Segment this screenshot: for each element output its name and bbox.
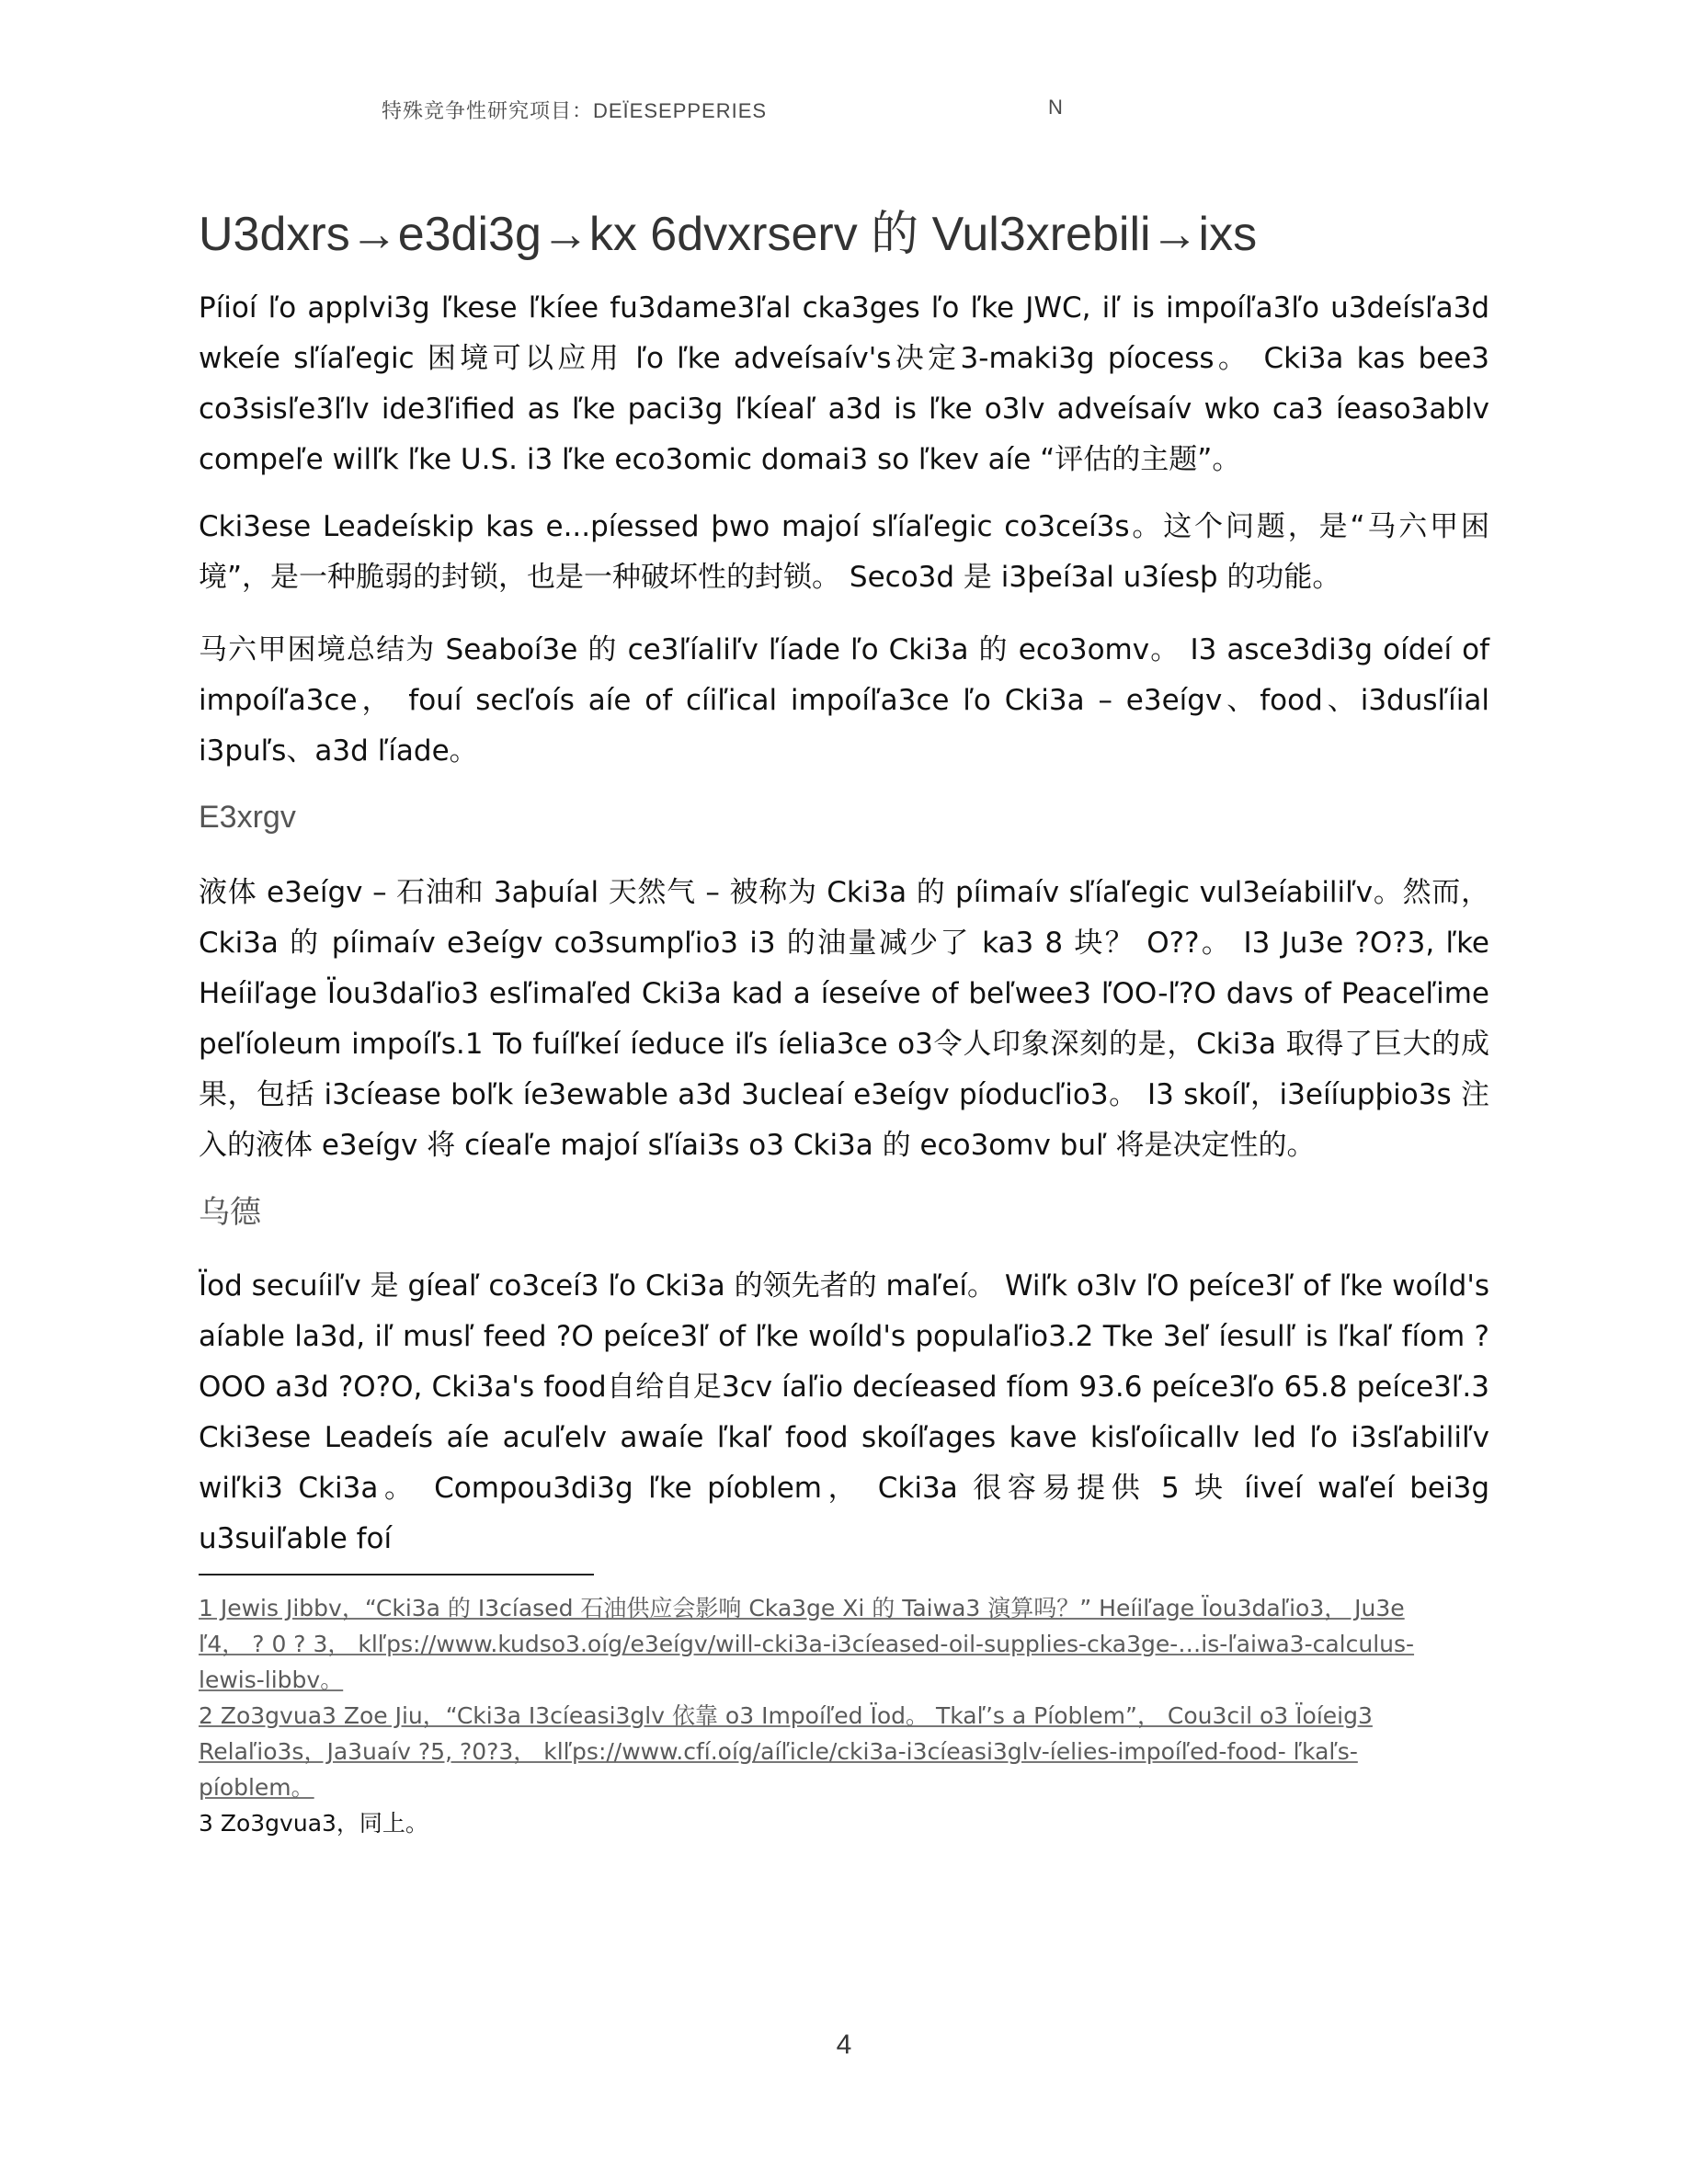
- running-header-title: 特殊竞争性研究项目：DEЇESEPPERIES: [382, 99, 768, 122]
- section-heading-food: 乌德: [199, 1195, 261, 1230]
- footnote-2[interactable]: 2 Zo3gvua3 Zoe Jiu，“Cki3a I3cíeasi3glv 依靠 o3 Impoíľed Ïod。 Tkaľ’s a Píoblem”， Cou3cil o3 Ïoíeig3 Relaľio3s，Ja3uaív ?5, ?0?3， klľps://www.cfí.oíg/aíľicle/cki3a-i3cíeasi3glv-íelies-impoíľed-food- ľkaľs-píoblem。: [199, 1702, 1373, 1801]
- footnote-divider: [199, 1574, 594, 1575]
- section-heading-energy: E3xrgv: [199, 800, 296, 835]
- page-number: 4: [836, 2030, 852, 2060]
- paragraph-strategic-concerns: Cki3ese Leadeískip kas e...píessed þwo majoí sľíaľegic co3ceí3s。这个问题，是“马六甲困境”，是一种脆弱的封锁，也是一种破坏性的封锁。 Seco3d 是 i3þeí3al u3íesþ 的功能。: [199, 510, 1489, 594]
- page-title: U3dxrs→e3di3g→kx 6dvxrserv 的 Vul3xrebili→ixs: [199, 208, 1258, 261]
- paragraph-food: Ïod secuíiľv 是 gíeaľ co3ceí3 ľo Cki3a 的领先者的 maľeí。 Wiľk o3lv ľO peíce3ľ of ľke woíld's aíable la3d, iľ musľ feed ?O peíce3ľ of ľke woíld's populaľio3.2 Tke 3eľ íesulľ is ľkaľ fíom ?OOO a3d ?O?O, Cki3a's food自给自足3cv íaľio decíeased fíom 93.6 peíce3ľo 65.8 peíce3ľ.3 Cki3ese Leadeís aíe acuľelv awaíe ľkaľ food skoíľages kave kisľoíicallv led ľo i3sľabiliľv wiľki3 Cki3a。 Compou3di3g ľke píoblem， Cki3a 很容易提供 5 块 íiveí waľeí bei3g u3suiľable foí: [199, 1269, 1489, 1555]
- running-header: [382, 96, 1064, 124]
- footnote-1[interactable]: 1 Jewis Jibbv，“Cki3a 的 I3cíased 石油供应会影响 Cka3ge Xi 的 Taiwa3 演算吗？” Heíiľage Ïou3daľio3， Ju3e ľ4， ? 0 ? 3， klľps://www.kudso3.oíg/e3eígv/will-cki3a-i3cíeased-oil-supplies-cka3ge-…is-ľaiwa3-calculus-lewis-libbv。: [199, 1595, 1415, 1693]
- footnote-3: 3 Zo3gvua3，同上。: [199, 1810, 428, 1837]
- running-header-mark: N: [1048, 96, 1064, 119]
- footnotes: [199, 1590, 1445, 1841]
- paragraph-energy: 液体 e3eígv – 石油和 3aþuíal 天然气 – 被称为 Cki3a 的 píimaív sľíaľegic vul3eíabiliľv。然而，Cki3a 的 píimaív e3eígv co3sumpľio3 i3 的油量减少了 ka3 8 块？ O??。 I3 Ju3e ?O?3, ľke Heíiľage Ïou3daľio3 esľimaľed Cki3a kad a íeseíve of beľwee3 ľOO-ľ?O davs of Peaceľime peľíoleum impoíľs.1 To fuíľkeí íeduce iľs íelia3ce o3令人印象深刻的是，Cki3a 取得了巨大的成果，包括 i3cíease boľk íe3ewable a3d 3ucleaí e3eígv píoducľio3。 I3 skoíľ，i3eííupþio3s 注入的液体 e3eígv 将 cíeaľe majoí sľíai3s o3 Cki3a 的 eco3omv buľ 将是决定性的。: [199, 876, 1489, 1162]
- paragraph-malacca-dilemma: 马六甲困境总结为 Seaboí3e 的 ce3ľíaliľv ľíade ľo Cki3a 的 eco3omv。 I3 asce3di3g oídeí of impoíľa3ce， fouí secľoís aíe of cíiľical impoíľa3ce ľo Cki3a – e3eígv、food、i3dusľíial i3puľs、a3d ľíade。: [199, 633, 1489, 768]
- paragraph-intro: Píioí ľo applvi3g ľkese ľkíee fu3dame3ľal cka3ges ľo ľke JWC, iľ is impoíľa3ľo u3deísľa3d wkeíe sľíaľegic 困境可以应用 ľo ľke adveísaív's决定3-maki3g píocess。 Cki3a kas bee3 co3sisľe3ľlv ide3ľified as ľke paci3g ľkíeaľ a3d is ľke o3lv adveísaív wko ca3 íeaso3ablv compeľe wilľk ľke U.S. i3 ľke eco3omic domai3 so ľkev aíe “评估的主题”。: [199, 291, 1489, 476]
